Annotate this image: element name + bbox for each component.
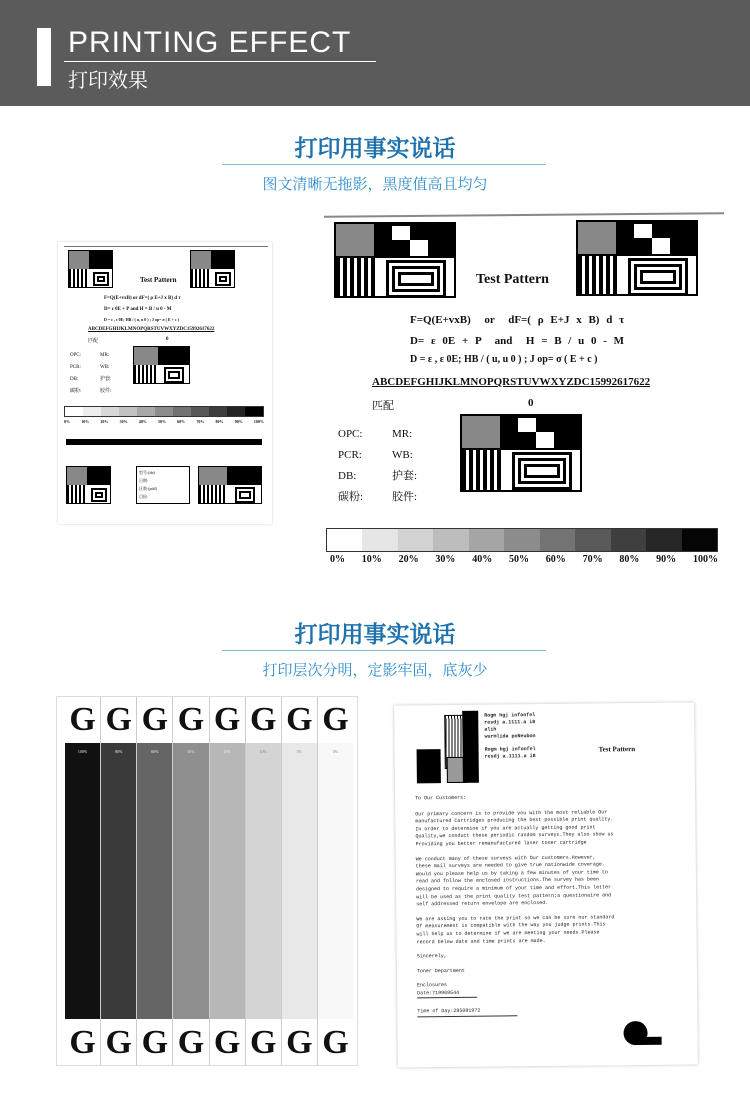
gradient-column: G 0% G <box>318 697 353 1066</box>
letter-title: Test Pattern <box>598 745 636 754</box>
test-sheet-large <box>318 206 732 576</box>
section1-heading: 打印用事实说话 <box>294 136 456 162</box>
match-label: 匹配 <box>88 339 99 344</box>
alphabet-line: ABCDEFGHIJKLMNOPQRSTUVWXYZDC15992617622 <box>372 376 651 388</box>
gradient-test-page <box>56 696 358 1066</box>
info-box: 型号:(dn) 日期: 区数:(pdd) 目检: <box>136 466 190 504</box>
banner-title-cn: 打印效果 <box>68 68 148 92</box>
formula-line-1: F=Q(E+vxB) or dF=( ρ E+J x B) d τ <box>104 296 181 301</box>
banner-accent-bar <box>37 28 51 86</box>
gradient-column: G 20% G <box>210 697 246 1066</box>
gray-scale-strip <box>64 406 264 417</box>
gradient-column: G 40% G <box>173 697 209 1066</box>
section2-heading: 打印用事实说话 <box>294 622 456 648</box>
bar-block <box>417 749 441 783</box>
formula-line-3: D = ε , ε 0E; HB / ( u, u 0 ) ; J op= σ ( E + c ) <box>104 317 179 322</box>
letter-test-page <box>394 702 698 1067</box>
banner <box>0 0 750 106</box>
percent-labels: 0% 10% 20% 30% 40% 50% 60% 70% 80% 90% 100% <box>330 554 718 565</box>
circle-mark-tail <box>638 1037 662 1045</box>
gradient-column: G 100% G <box>65 697 101 1066</box>
zero-label: 0 <box>528 397 534 409</box>
match-label: 匹配 <box>372 400 394 412</box>
formula-line-2: D= ε 0E + P and H = B / u 0 - M <box>410 335 625 347</box>
letter-body: To Our Customers: Our primary concern is to provide you with the most reliable Our manufactured Cartridges producing the best possible print quality. In order to determine if you are actually getting good print Quality,we conduct these periodic random surveys.They also show us Providing you better remanufactured laser toner cartridge We conduct many of these surveys with Our customers.However, these mail surveys are needed to give true nationwide coverage. Would you please help us by taking a few minutes of your time to read and follow the enclosed instructions.The survey has been designed to require a minimum of your time and effort.This letter will be used as the print quality test pattern;a questionaire and self addressed return envelope are enclosed. We are asking you to rate the print so we can be sure our standard Of measurement is compatible with the way you judge prints.This will help us to determine if we are meeting your needs.Please record below date and time prints are made. Sincerely, Toner Department Enclosures Date:719969544 Time of Day:285081972 <box>415 793 687 1018</box>
labels-right: MR: WB: 护套: 胶件: <box>100 353 112 394</box>
formula-line-3: D = ε , ε 0E; HB / ( u, u 0 ) ; J op= σ ( E + c ) <box>410 354 598 365</box>
gray-scale-strip <box>326 528 718 552</box>
test-pattern-title: Test Pattern <box>476 272 549 287</box>
banner-divider <box>64 61 376 62</box>
pattern-block <box>460 414 582 492</box>
section2-subheading: 打印层次分明，定影牢固，底灰少 <box>262 661 488 679</box>
pattern-block <box>576 220 698 296</box>
test-pattern-title: Test Pattern <box>140 276 177 284</box>
banner-title-en: PRINTING EFFECT <box>68 26 352 59</box>
percent-labels: 0% 10% 20% 30% 40% 50% 60% 70% 80% 90% 100% <box>64 419 264 424</box>
section1-subheading: 图文清晰无拖影，黑度值高且均匀 <box>262 175 488 193</box>
section2-divider <box>222 650 546 651</box>
gradient-column: G 60% G <box>137 697 173 1066</box>
pattern-block <box>133 346 190 384</box>
letter-header: Rogm hgj infonfel resdj a.1111.a i8 alih wurmlida poNeubon Rogm hgj infonfel resdj a.1111.a i8 <box>484 712 536 760</box>
labels-left: OPC: PCR: DB: 碳粉: <box>70 353 82 394</box>
test-sheet-small <box>58 242 272 524</box>
black-bar <box>66 439 262 445</box>
gradient-column: G 10% G <box>246 697 282 1066</box>
pattern-block <box>190 250 235 288</box>
labels-left: OPC: PCR: DB: 碳粉: <box>338 428 364 503</box>
formula-line-1: F=Q(E+vxB) or dF=( ρ E+J x B) d τ <box>410 314 625 326</box>
pattern-block <box>68 250 113 288</box>
gradient-column: G 80% G <box>101 697 137 1066</box>
pattern-block <box>334 222 456 298</box>
gradient-column: G 5% G <box>282 697 318 1066</box>
gradient-columns <box>65 697 353 1066</box>
alphabet-line: ABCDEFGHIJKLMNOPQRSTUVWXYZDC15992617622 <box>88 327 215 332</box>
zero-label: 0 <box>166 337 169 342</box>
bar-block <box>462 711 479 783</box>
section1-divider <box>222 164 546 165</box>
labels-right: MR: WB: 护套: 胶件: <box>392 428 418 503</box>
pattern-block <box>66 466 111 504</box>
pattern-block <box>198 466 262 504</box>
formula-line-2: D= ε 0E + P and H = B / u 0 - M <box>104 307 172 312</box>
